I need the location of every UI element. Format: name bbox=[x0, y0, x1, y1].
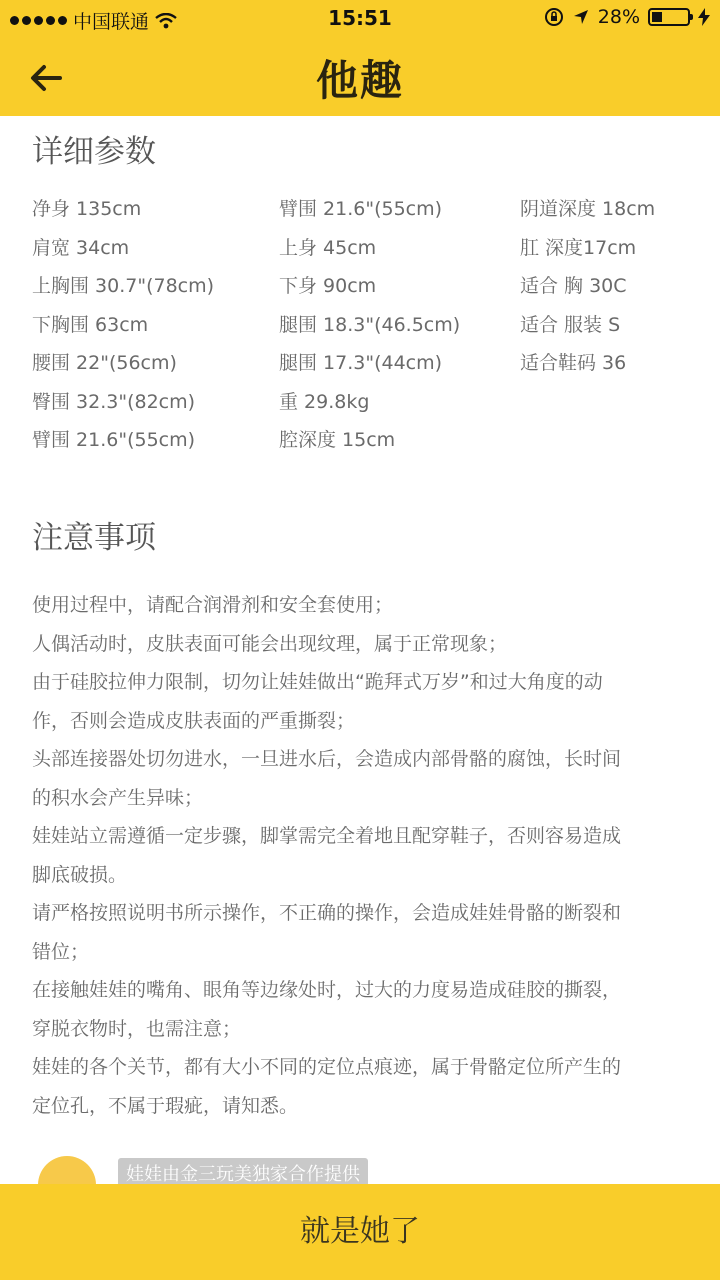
note-line: 娃娃的各个关节，都有大小不同的定位点痕迹，属于骨骼定位所产生的 bbox=[32, 1056, 622, 1078]
notes-section-title: 注意事项 bbox=[32, 520, 156, 556]
select-button[interactable] bbox=[0, 1184, 720, 1280]
orientation-lock-icon bbox=[544, 7, 564, 27]
note-line: 错位； bbox=[32, 940, 90, 963]
note-line: 头部连接器处切勿进水，一旦进水后，会造成内部骨骼的腐蚀，长时间 bbox=[32, 748, 622, 770]
param-item: 臂围 21.6"(55cm) bbox=[279, 198, 443, 220]
provider-badge bbox=[38, 1156, 438, 1184]
note-line: 定位孔，不属于瑕疵，请知悉。 bbox=[32, 1094, 299, 1117]
note-line: 穿脱衣物时，也需注意； bbox=[32, 1017, 242, 1040]
param-item: 适合 胸 30C bbox=[520, 275, 627, 297]
header bbox=[0, 0, 720, 116]
param-item: 肩宽 34cm bbox=[32, 236, 130, 259]
note-line: 脚底破损。 bbox=[32, 863, 128, 886]
note-line: 作，否则会造成皮肤表面的严重撕裂； bbox=[32, 709, 356, 732]
param-item: 臀围 32.3"(82cm) bbox=[32, 390, 196, 413]
provider-logo-icon bbox=[38, 1156, 96, 1184]
param-item: 腰围 22"(56cm) bbox=[32, 352, 177, 374]
param-item: 适合鞋码 36 bbox=[520, 352, 627, 374]
param-item: 腿围 18.3"(46.5cm) bbox=[279, 313, 461, 336]
param-item: 臂围 21.6"(55cm) bbox=[32, 429, 196, 451]
note-line: 请严格按照说明书所示操作，不正确的操作，会造成娃娃骨骼的断裂和 bbox=[32, 902, 622, 924]
params-column-3 bbox=[520, 194, 655, 387]
param-item: 腔深度 15cm bbox=[279, 429, 396, 451]
note-line: 由于硅胶拉伸力限制，切勿让娃娃做出“跪拜式万岁”和过大角度的动 bbox=[32, 671, 603, 693]
select-button-label: 就是她了 bbox=[300, 1214, 420, 1249]
param-item: 阴道深度 18cm bbox=[520, 198, 656, 220]
param-item: 下胸围 63cm bbox=[32, 313, 149, 336]
nav-bar bbox=[0, 38, 720, 116]
note-line: 在接触娃娃的嘴角、眼角等边缘处时，过大的力度易造成硅胶的撕裂， bbox=[32, 979, 622, 1001]
note-line: 人偶活动时，皮肤表面可能会出现纹理，属于正常现象； bbox=[32, 632, 508, 655]
param-item: 肛 深度17cm bbox=[520, 236, 637, 259]
notes-text bbox=[32, 586, 682, 1125]
carrier-name: 中国联通 bbox=[73, 11, 150, 33]
param-item: 净身 135cm bbox=[32, 198, 142, 220]
param-item: 下身 90cm bbox=[279, 275, 377, 297]
battery-fill bbox=[652, 12, 662, 22]
content-scroll-area[interactable] bbox=[0, 116, 720, 1184]
params-column-2 bbox=[279, 194, 460, 464]
param-item: 上身 45cm bbox=[279, 236, 377, 259]
provider-label: 娃娃由金三玩美独家合作提供 bbox=[118, 1158, 368, 1184]
battery-icon bbox=[648, 8, 690, 26]
param-item: 腿围 17.3"(44cm) bbox=[279, 352, 443, 374]
battery-percent: 28% bbox=[597, 6, 640, 28]
note-line: 娃娃站立需遵循一定步骤，脚掌需完全着地且配穿鞋子，否则容易造成 bbox=[32, 825, 622, 847]
page-title: 他趣 bbox=[315, 56, 404, 105]
status-time: 15:51 bbox=[328, 6, 392, 30]
param-item: 上胸围 30.7"(78cm) bbox=[32, 275, 215, 297]
status-bar bbox=[0, 0, 720, 38]
params-column-1 bbox=[32, 194, 214, 464]
location-arrow-icon bbox=[572, 8, 590, 26]
note-line: 的积水会产生异味； bbox=[32, 786, 204, 809]
param-item: 适合 服装 S bbox=[520, 313, 621, 336]
charging-icon bbox=[698, 8, 710, 26]
status-right bbox=[544, 6, 710, 28]
note-line: 使用过程中，请配合润滑剂和安全套使用； bbox=[32, 594, 394, 616]
param-item: 重 29.8kg bbox=[279, 390, 370, 413]
params-section-title: 详细参数 bbox=[32, 134, 156, 170]
